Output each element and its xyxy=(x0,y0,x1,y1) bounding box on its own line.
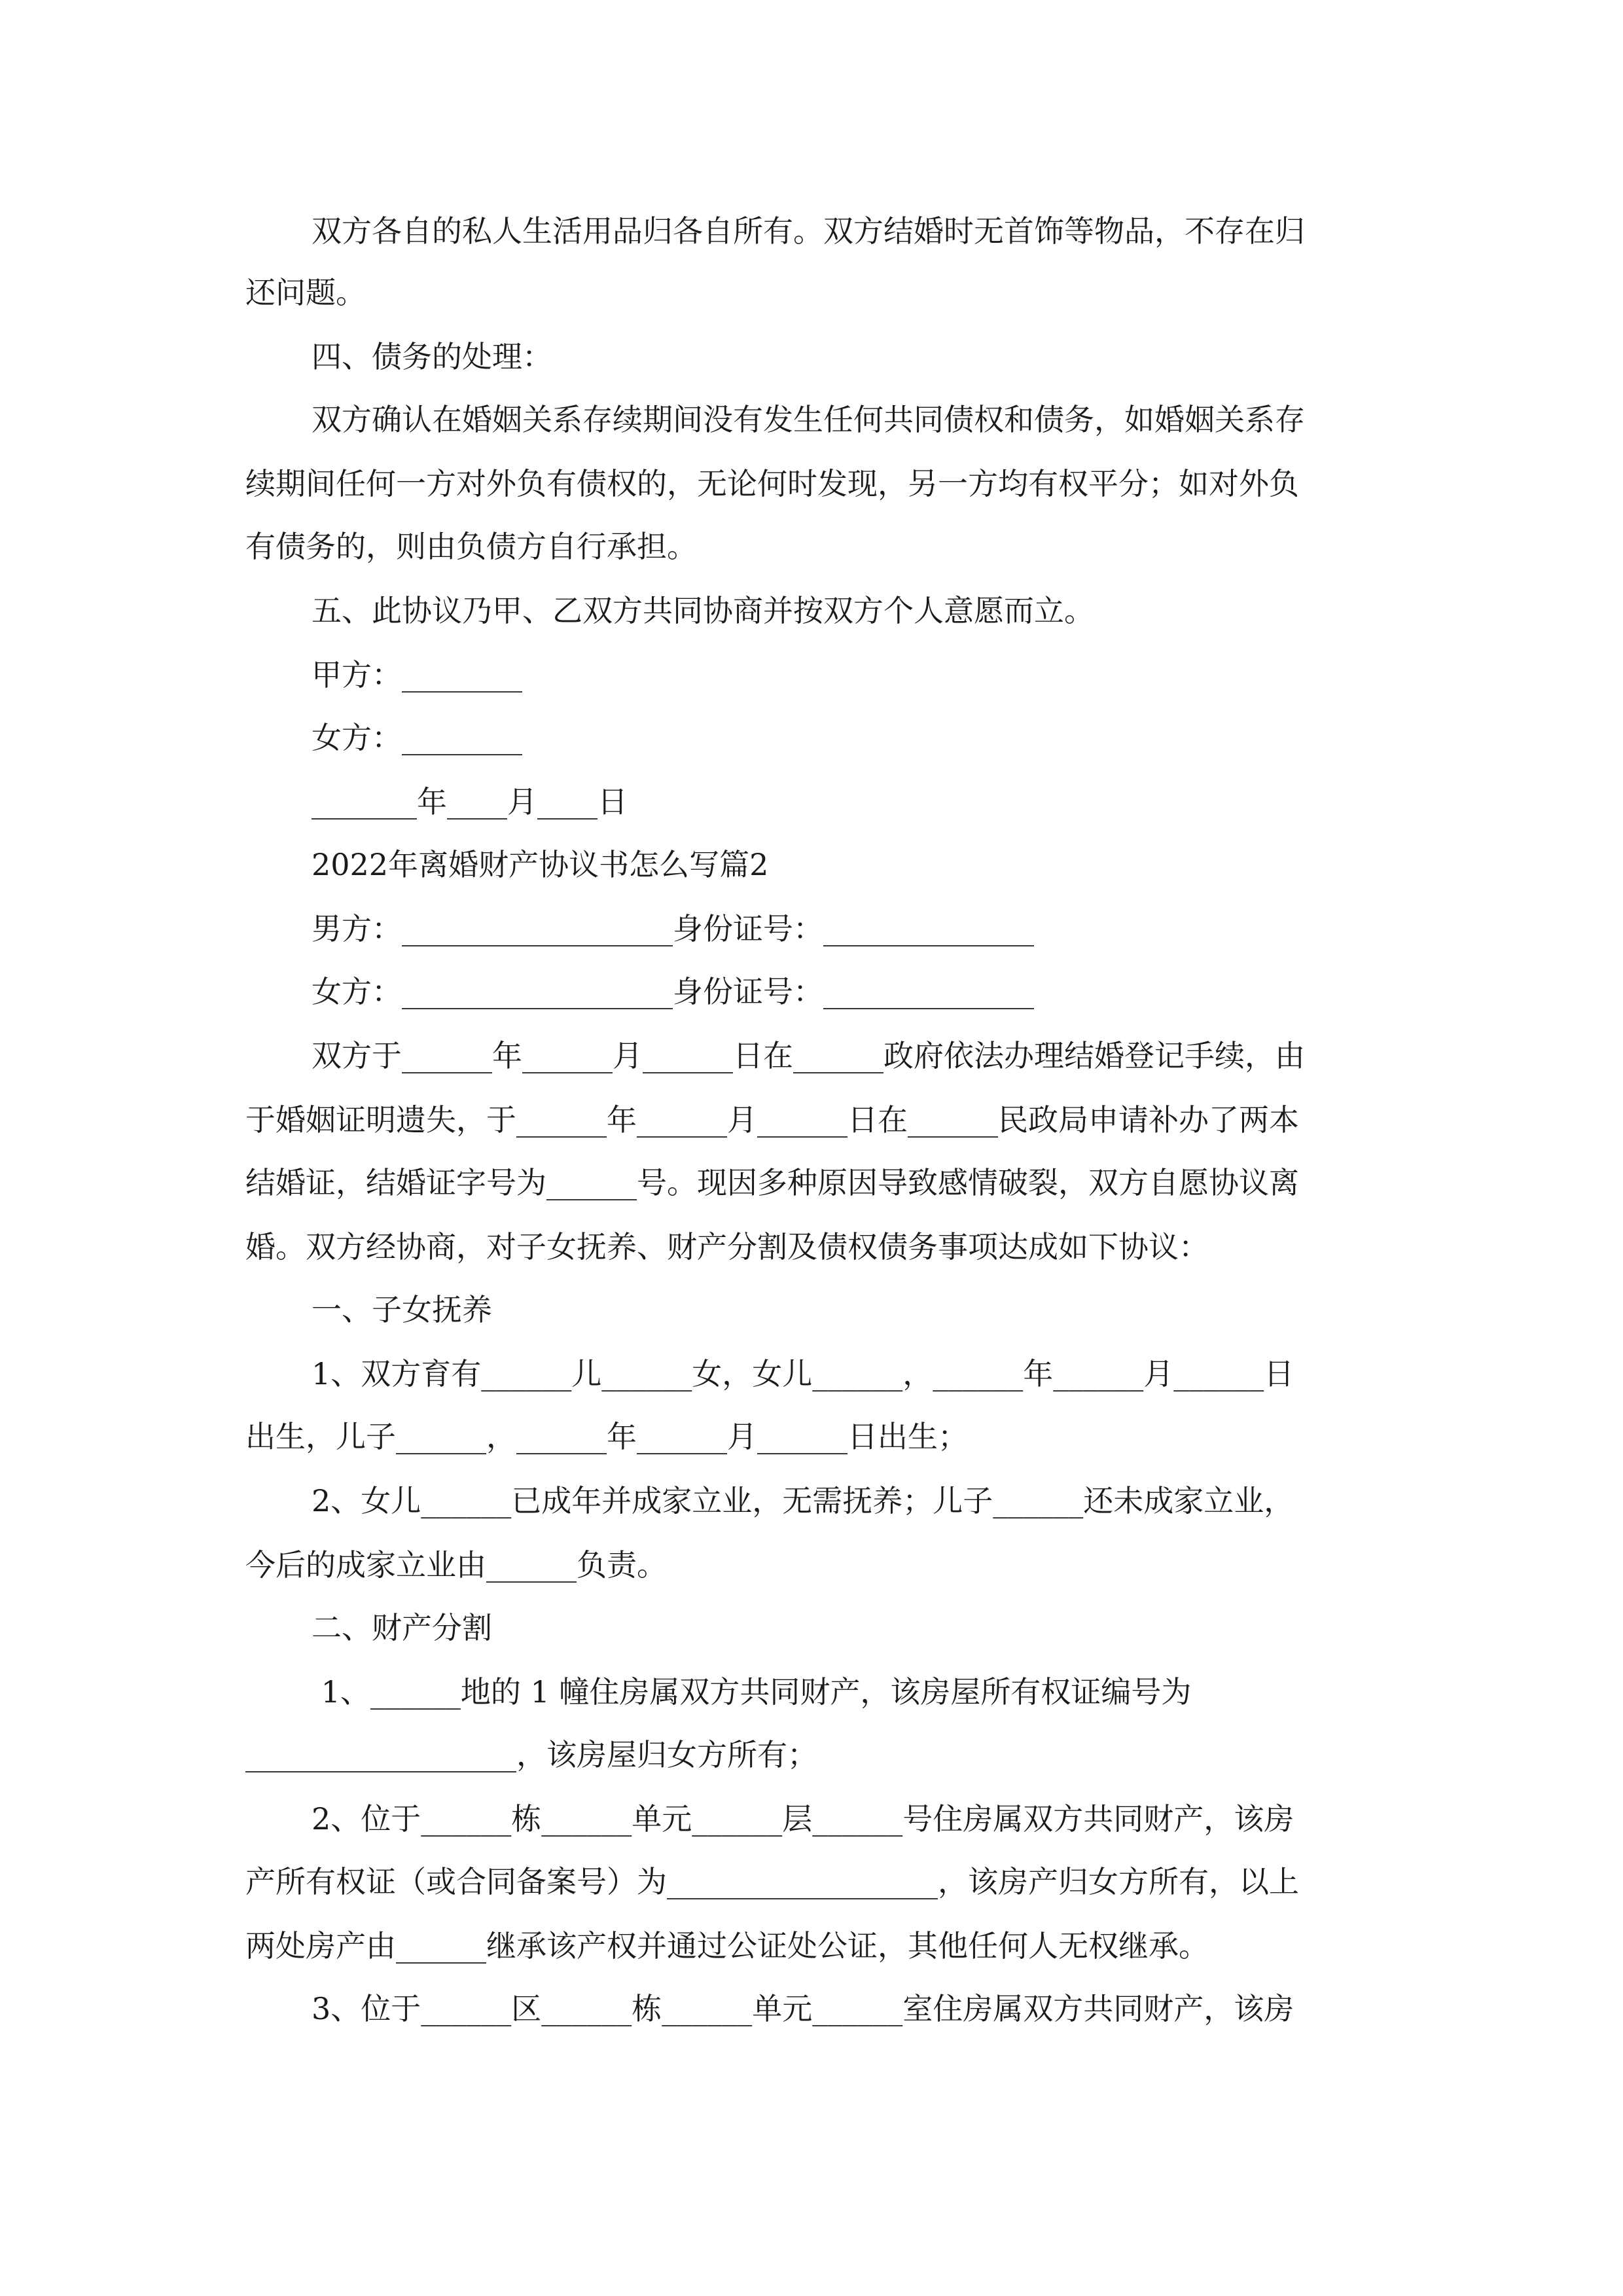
document-title: 2022年离婚财产协议书怎么写篇2 xyxy=(312,847,769,882)
paragraph-line: 2、位于______栋______单元______层______号住房属双方共同财产，该房 xyxy=(312,1801,1294,1837)
paragraph-line: 出生，儿子______，______年______月______日出生； xyxy=(245,1419,968,1454)
party-line: 男方：__________________身份证号：______________ xyxy=(312,911,1034,946)
paragraph-line: 双方各自的私人生活用品归各自所有。双方结婚时无首饰等物品，不存在归 xyxy=(312,213,1305,249)
paragraph-line: 两处房产由______继承该产权并通过公证处公证，其他任何人无权继承。 xyxy=(245,1928,1209,1964)
section-heading: 一、子女抚养 xyxy=(312,1292,492,1327)
paragraph-line: 还问题。 xyxy=(245,275,366,310)
section-heading: 二、财产分割 xyxy=(312,1610,492,1645)
paragraph-line: 婚。双方经协商，对子女抚养、财产分割及债权债务事项达成如下协议： xyxy=(245,1229,1209,1265)
paragraph-line: 1、______地的 1 幢住房属双方共同财产，该房屋所有权证编号为 xyxy=(312,1674,1192,1710)
paragraph-line: 双方确认在婚姻关系存续期间没有发生任何共同债权和债务，如婚姻关系存 xyxy=(312,402,1305,437)
paragraph-line: 3、位于______区______栋______单元______室住房属双方共同财产，该房 xyxy=(312,1991,1294,2026)
paragraph-line: 1、双方育有______儿______女，女儿______，______年______月______日 xyxy=(312,1356,1294,1391)
paragraph-line: 于婚姻证明遗失，于______年______月______日在______民政局申请补办了两本 xyxy=(245,1102,1299,1138)
date-line: _______年____月____日 xyxy=(312,784,628,819)
section-heading: 四、债务的处理： xyxy=(312,339,552,374)
paragraph-line: 有债务的，则由负债方自行承担。 xyxy=(245,529,697,564)
paragraph-line: 产所有权证（或合同备案号）为__________________，该房产归女方所有，以上 xyxy=(245,1864,1299,1899)
paragraph-line: 续期间任何一方对外负有债权的，无论何时发现，另一方均有权平分；如对外负 xyxy=(245,466,1299,501)
signature-line: 女方：________ xyxy=(312,720,522,755)
paragraph-line: 五、此协议乃甲、乙双方共同协商并按双方个人意愿而立。 xyxy=(312,593,1094,628)
paragraph-line: __________________，该房屋归女方所有； xyxy=(245,1737,817,1772)
paragraph-line: 2、女儿______已成年并成家立业，无需抚养；儿子______还未成家立业， xyxy=(312,1483,1294,1518)
signature-line: 甲方：________ xyxy=(312,657,522,692)
paragraph-line: 双方于______年______月______日在______政府依法办理结婚登记手续，由 xyxy=(312,1038,1305,1073)
party-line: 女方：__________________身份证号：______________ xyxy=(312,974,1034,1009)
paragraph-line: 结婚证，结婚证字号为______号。现因多种原因导致感情破裂，双方自愿协议离 xyxy=(245,1165,1299,1200)
paragraph-line: 今后的成家立业由______负责。 xyxy=(245,1547,667,1583)
